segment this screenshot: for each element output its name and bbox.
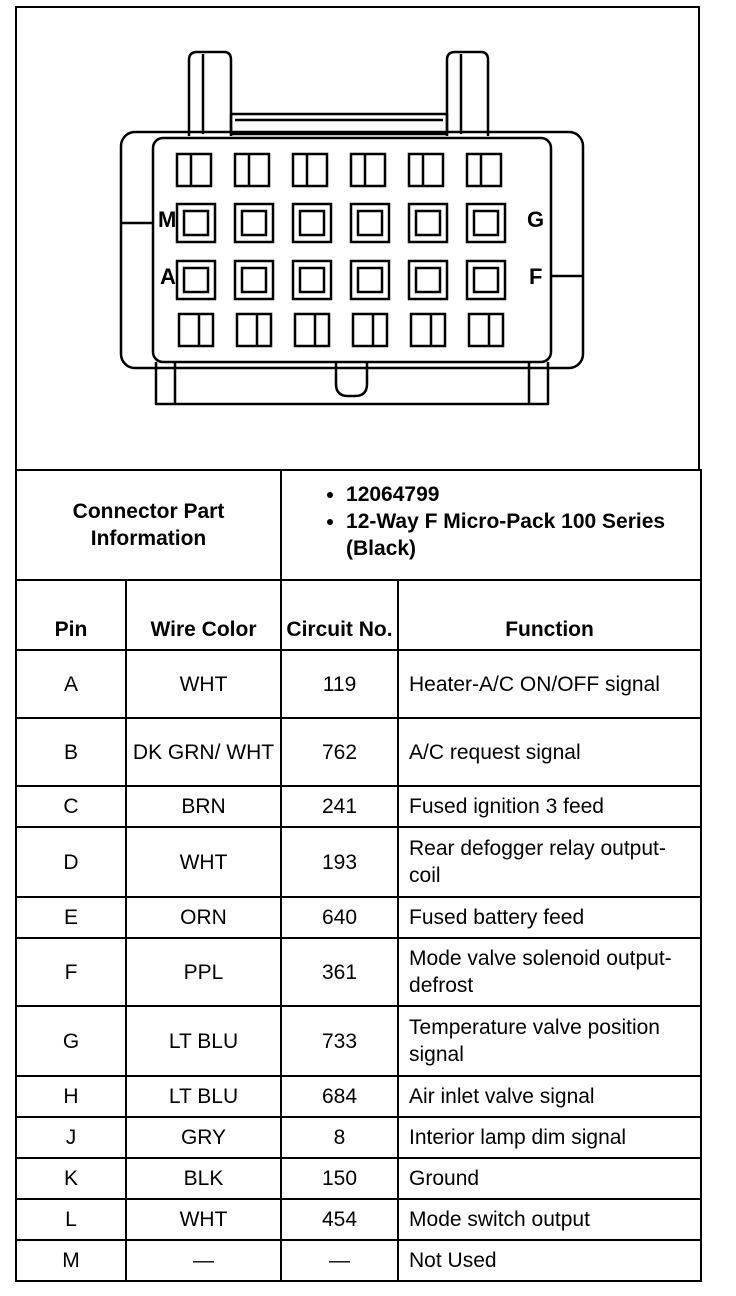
- wire-color-cell: BLK: [126, 1158, 281, 1199]
- circuit-cell: 454: [281, 1199, 398, 1240]
- wire-color-cell: —: [126, 1240, 281, 1281]
- wire-color-cell: DK GRN/ WHT: [126, 718, 281, 786]
- part-info-label: Connector Part Information: [16, 470, 281, 580]
- terminal-row2-4: [351, 261, 389, 299]
- pin-cell: M: [16, 1240, 126, 1281]
- terminal-row2-1: [177, 261, 215, 299]
- upper-cavity-1: [177, 154, 211, 186]
- lower-cavity-3: [295, 314, 329, 346]
- circuit-cell: 684: [281, 1076, 398, 1117]
- upper-cavity-5: [409, 154, 443, 186]
- pin-cell: C: [16, 786, 126, 827]
- circuit-cell: —: [281, 1240, 398, 1281]
- terminal-row1-2: [235, 204, 273, 242]
- pin-cell: G: [16, 1006, 126, 1076]
- connector-diagram: [15, 6, 700, 470]
- function-cell: Not Used: [398, 1240, 701, 1281]
- circuit-cell: 119: [281, 650, 398, 718]
- pin-cell: B: [16, 718, 126, 786]
- table-row: [16, 1240, 701, 1281]
- circuit-cell: 193: [281, 827, 398, 897]
- upper-cavity-4: [351, 154, 385, 186]
- connector-face-drawing: [17, 8, 702, 472]
- function-cell: Rear defogger relay output-coil: [398, 827, 701, 897]
- terminal-inner-row1-6: [474, 211, 498, 235]
- pin-cell: D: [16, 827, 126, 897]
- function-cell: Heater-A/C ON/OFF signal: [398, 650, 701, 718]
- left-latch-post: [189, 52, 231, 136]
- terminal-inner-row1-4: [358, 211, 382, 235]
- terminal-inner-row2-4: [358, 268, 382, 292]
- function-cell: Fused ignition 3 feed: [398, 786, 701, 827]
- pin-label-top-left: M: [158, 207, 177, 232]
- circuit-cell: 640: [281, 897, 398, 938]
- terminal-row1-3: [293, 204, 331, 242]
- pin-cell: F: [16, 938, 126, 1006]
- function-cell: Fused battery feed: [398, 897, 701, 938]
- table-header-row: [16, 580, 701, 650]
- terminal-inner-row1-2: [242, 211, 266, 235]
- terminal-row1-1: [177, 204, 215, 242]
- terminal-row2-6: [467, 261, 505, 299]
- terminal-row2-2: [235, 261, 273, 299]
- function-cell: Mode valve solenoid output-defrost: [398, 938, 701, 1006]
- connector-table: [15, 469, 702, 1282]
- circuit-cell: 150: [281, 1158, 398, 1199]
- header-pin: Pin: [16, 580, 126, 650]
- table-row: [16, 827, 701, 897]
- wire-color-cell: LT BLU: [126, 1006, 281, 1076]
- terminal-row1-5: [409, 204, 447, 242]
- pin-label-top-right: G: [527, 207, 545, 232]
- function-cell: Temperature valve position signal: [398, 1006, 701, 1076]
- part-info-list: [281, 470, 701, 580]
- header-wire-color: Wire Color: [126, 580, 281, 650]
- lower-cavity-2: [237, 314, 271, 346]
- wire-color-cell: LT BLU: [126, 1076, 281, 1117]
- terminal-inner-row1-1: [184, 211, 208, 235]
- wire-color-cell: WHT: [126, 650, 281, 718]
- terminal-inner-row2-1: [184, 268, 208, 292]
- pin-rows: [16, 650, 701, 1281]
- pin-cell: K: [16, 1158, 126, 1199]
- pin-label-bottom-right: F: [529, 264, 543, 289]
- pin-cell: L: [16, 1199, 126, 1240]
- function-cell: Interior lamp dim signal: [398, 1117, 701, 1158]
- pin-cell: E: [16, 897, 126, 938]
- lower-cavity-6: [469, 314, 503, 346]
- table-row: [16, 718, 701, 786]
- header-circuit-no: Circuit No.: [281, 580, 398, 650]
- lower-cavity-1: [179, 314, 213, 346]
- wire-color-cell: GRY: [126, 1117, 281, 1158]
- terminal-row2-5: [409, 261, 447, 299]
- terminal-inner-row1-5: [416, 211, 440, 235]
- upper-cavity-3: [293, 154, 327, 186]
- circuit-cell: 733: [281, 1006, 398, 1076]
- circuit-cell: 8: [281, 1117, 398, 1158]
- header-function: Function: [398, 580, 701, 650]
- table-row: [16, 786, 701, 827]
- table-row: [16, 1199, 701, 1240]
- table-row: [16, 897, 701, 938]
- terminal-inner-row2-2: [242, 268, 266, 292]
- wire-color-cell: WHT: [126, 1199, 281, 1240]
- upper-cavity-6: [467, 154, 501, 186]
- lower-cavity-4: [353, 314, 387, 346]
- terminal-row2-3: [293, 261, 331, 299]
- table-row: [16, 650, 701, 718]
- table-row: [16, 1006, 701, 1076]
- function-cell: A/C request signal: [398, 718, 701, 786]
- part-description: • 12-Way F Micro-Pack 100 Series (Black): [346, 508, 694, 562]
- wire-color-cell: BRN: [126, 786, 281, 827]
- right-latch-post: [447, 52, 488, 136]
- terminal-row1-6: [467, 204, 505, 242]
- pin-cell: J: [16, 1117, 126, 1158]
- function-cell: Air inlet valve signal: [398, 1076, 701, 1117]
- part-number: • 12064799: [346, 481, 694, 508]
- circuit-cell: 762: [281, 718, 398, 786]
- circuit-cell: 361: [281, 938, 398, 1006]
- pin-label-bottom-left: A: [160, 264, 176, 289]
- upper-cavity-2: [235, 154, 269, 186]
- lower-cavity-5: [411, 314, 445, 346]
- function-cell: Ground: [398, 1158, 701, 1199]
- circuit-cell: 241: [281, 786, 398, 827]
- wire-color-cell: PPL: [126, 938, 281, 1006]
- terminal-inner-row1-3: [300, 211, 324, 235]
- wire-color-cell: ORN: [126, 897, 281, 938]
- pin-cell: A: [16, 650, 126, 718]
- table-row: [16, 1158, 701, 1199]
- wire-color-cell: WHT: [126, 827, 281, 897]
- terminal-inner-row2-3: [300, 268, 324, 292]
- terminal-inner-row2-5: [416, 268, 440, 292]
- function-cell: Mode switch output: [398, 1199, 701, 1240]
- terminal-row1-4: [351, 204, 389, 242]
- table-row: [16, 938, 701, 1006]
- table-row: [16, 1117, 701, 1158]
- part-info-row: [16, 470, 701, 580]
- terminal-inner-row2-6: [474, 268, 498, 292]
- table-row: [16, 1076, 701, 1117]
- pin-cell: H: [16, 1076, 126, 1117]
